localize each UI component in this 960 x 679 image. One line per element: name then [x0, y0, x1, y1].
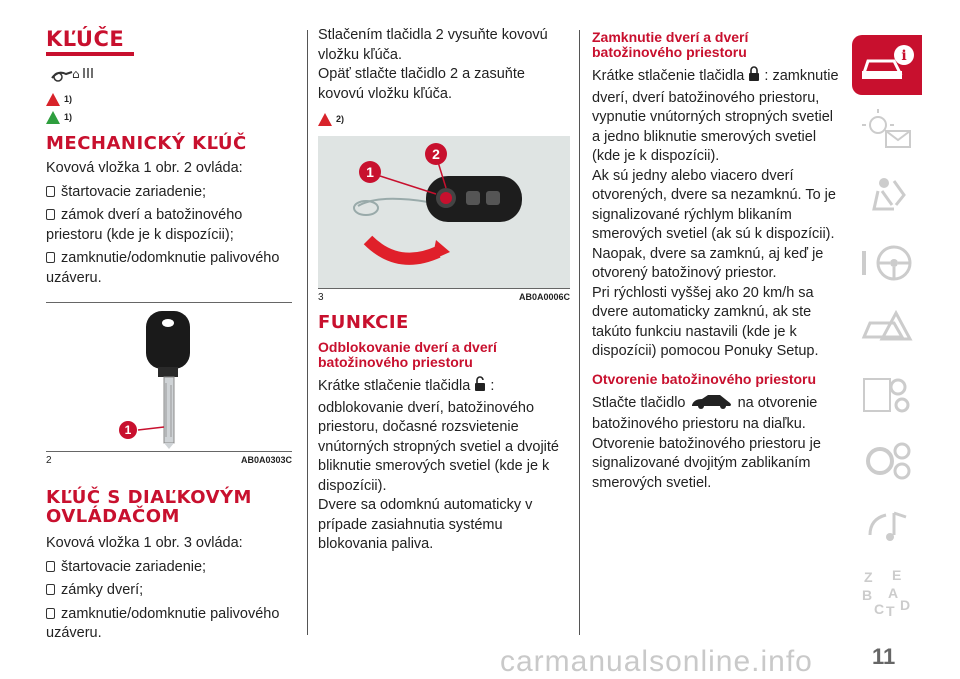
emergency-icon: [860, 307, 916, 351]
warning-ref: 1): [64, 94, 73, 104]
paragraph: Naopak, dvere sa zamknú, aj keď je otvorený batožinový priestor.: [592, 245, 824, 281]
bullet-text: štartovacie zariadenie;: [61, 183, 207, 200]
index-letter: D: [900, 597, 911, 613]
text-fragment: Stlačte tlačidlo: [592, 394, 686, 411]
paragraph: Dvere sa odomknú automaticky v prípade zasiahnutia systému blokovania paliva.: [318, 497, 533, 552]
mechanical-key-image: [46, 303, 292, 451]
column-middle: [318, 26, 570, 555]
warning-ref: 2): [336, 114, 345, 124]
paragraph: Ak sú jedny alebo viacero dverí otvorených, dvere sa nezamknú. To je signalizované rýchlym blikaním smerových svetiel (ak sú k dispozícii).: [592, 167, 836, 242]
paragraph: Otvorenie batožinového priestoru je signalizované dvojitým zablikaním smerových svetiel.: [592, 435, 821, 491]
figure-3: [318, 136, 570, 288]
page-number: 11: [872, 644, 896, 669]
bullet-item: [46, 249, 292, 288]
figure-2: [46, 302, 292, 451]
environment-triangle-icon: [46, 111, 60, 124]
bullet-text: zámky dverí;: [61, 582, 144, 598]
checkbox-bullet-icon: [46, 608, 55, 619]
callout-2: 2: [432, 146, 440, 162]
tab-car-info[interactable]: [852, 35, 922, 95]
text-fragment: odblokovanie dverí, batožinového priestoru, dočasné rozsvietenie vnútorných stropných svetiel a dvojité bliknutie smerových svetiel (kde je k dispozícii).: [318, 399, 559, 494]
text-fragment: :: [490, 378, 495, 394]
paragraph: Kovová vložka 1 obr. 2 ovláda:: [46, 160, 243, 176]
tab-multimedia[interactable]: [852, 497, 922, 557]
warning-triangle-icon: [46, 93, 60, 106]
warning-lights-icon: [860, 109, 916, 153]
paragraph: Kovová vložka 1 obr. 3 ovláda:: [46, 535, 243, 551]
index-letter: Z: [864, 569, 873, 585]
index-letter: C: [874, 601, 885, 617]
checkbox-bullet-icon: [46, 209, 55, 220]
figure-code: AB0A0006C: [518, 292, 570, 302]
car-info-icon: [860, 43, 916, 87]
lock-icon: [748, 66, 760, 89]
maintenance-icon: [860, 373, 916, 417]
technical-data-icon: [860, 439, 916, 483]
index-letter: T: [886, 603, 895, 619]
callout-1: 1: [366, 164, 374, 180]
bullet-item: [46, 581, 292, 601]
subsection-title: Otvorenie batožinového priestoru: [592, 370, 817, 387]
column-divider: [579, 30, 580, 635]
section-title: KĽÚČ S DIAĽKOVÝM OVLÁDAČOM: [46, 487, 252, 527]
tab-starting-driving[interactable]: [852, 233, 922, 293]
bullet-item: [46, 206, 292, 245]
svg-text:⌂: ⌂: [72, 67, 80, 81]
environment-ref: 1): [64, 112, 73, 122]
bullet-text: zámok dverí a batožinového priestoru (kde je k dispozícii);: [46, 207, 243, 243]
bullet-text: štartovacie zariadenie;: [61, 558, 207, 575]
environment-note: [46, 108, 292, 126]
warning-triangle-icon: [318, 113, 332, 126]
index-icon: [862, 569, 912, 617]
paragraph: Opäť stlačte tlačidlo 2 a zasuňte kovovú vložku kľúča.: [318, 66, 525, 102]
trunk-icon: [690, 393, 734, 416]
text-fragment: Krátke stlačenie tlačidla: [592, 68, 745, 84]
bullet-item: [46, 605, 292, 644]
text-fragment: : zamknutie dverí, dverí batožinového priestoru, vypnutie vnútorných stropných svetiel a jedno bliknutie smerových svetiel (kde je k dispozícii).: [592, 68, 839, 164]
remote-key-image: [318, 136, 570, 288]
unlock-icon: [474, 376, 486, 399]
title-underline: [46, 52, 134, 56]
column-left: [46, 28, 292, 644]
column-divider: [307, 30, 308, 635]
paragraph: [318, 376, 570, 496]
bullet-item: [46, 183, 292, 203]
callout-1: 1: [124, 423, 132, 437]
bullet-text: zamknutie/odomknutie palivového uzáveru.: [46, 250, 280, 286]
tab-warning-lights[interactable]: [852, 101, 922, 161]
paragraph: [592, 393, 840, 435]
checkbox-bullet-icon: [46, 584, 55, 595]
checkbox-bullet-icon: [46, 561, 55, 572]
paragraph: Stlačením tlačidla 2 vysuňte kovovú vložku kľúča.: [318, 27, 548, 63]
warning-note: [46, 90, 292, 108]
text-fragment: na otvorenie batožinového priestoru na diaľku.: [592, 394, 818, 432]
index-letter: E: [892, 567, 902, 583]
warning-note: [318, 110, 570, 128]
bullet-item: [46, 558, 292, 578]
bullet-text: zamknutie/odomknutie palivového uzáveru.: [46, 605, 280, 641]
multimedia-icon: [860, 505, 916, 549]
bullet-list: [46, 558, 292, 644]
subsection-title: Odblokovanie dverí a dverí batožinového priestoru: [318, 339, 497, 370]
section-title: FUNKCIE: [318, 312, 409, 333]
figure-number: 3: [318, 292, 324, 303]
index-letter: A: [888, 585, 899, 601]
figure-code: AB0A0303C: [240, 455, 292, 465]
figure-caption: [46, 451, 292, 466]
page-title: KĽÚČE: [46, 27, 125, 51]
subsection-title: Zamknutie dverí a dverí batožinového priestoru: [592, 29, 749, 60]
chapter-sidebar: [852, 35, 922, 629]
bullet-list: [46, 183, 292, 289]
section-title: MECHANICKÝ KĽÚČ: [46, 133, 247, 154]
figure-number: 2: [46, 455, 52, 466]
column-right: [592, 30, 840, 493]
tab-technical-data[interactable]: [852, 431, 922, 491]
figure-caption: [318, 288, 570, 303]
tab-safety[interactable]: [852, 167, 922, 227]
paragraph: Pri rýchlosti vyššej ako 20 km/h sa dvere automaticky zamknú, ak ste takúto funkciu nastavili (kde je k dispozícii) pomocou Ponuky Setup.: [592, 284, 819, 359]
checkbox-bullet-icon: [46, 186, 55, 197]
paragraph: [592, 66, 840, 167]
index-letter: B: [862, 587, 873, 603]
svg-text:i: i: [901, 48, 907, 64]
key-symbol-icon: [50, 64, 292, 86]
text-fragment: Krátke stlačenie tlačidla: [318, 378, 471, 394]
tab-emergency[interactable]: [852, 299, 922, 359]
checkbox-bullet-icon: [46, 252, 55, 263]
tab-maintenance[interactable]: [852, 365, 922, 425]
steering-wheel-icon: [860, 241, 916, 285]
seat-safety-icon: [860, 175, 916, 219]
tab-index[interactable]: [852, 563, 922, 623]
watermark: carmanualsonline.info: [500, 645, 813, 678]
